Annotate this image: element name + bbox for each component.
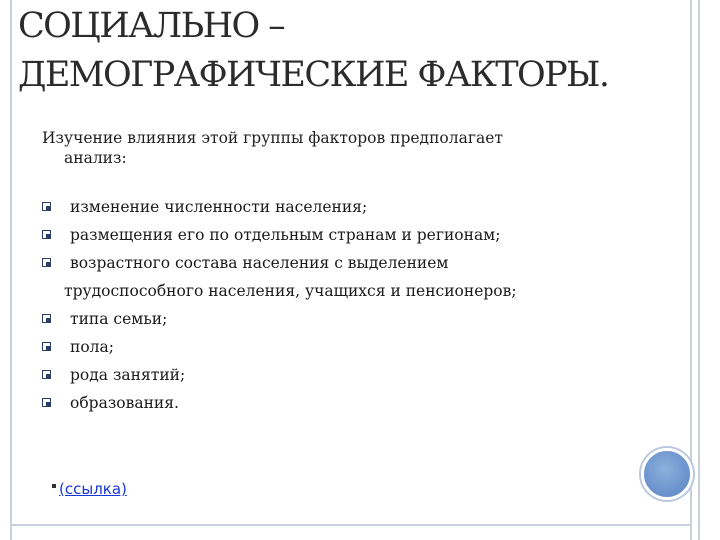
list-item-continuation: [42, 277, 682, 305]
square-bullet-icon: [42, 370, 51, 379]
square-bullet-icon: [42, 342, 51, 351]
factor-list: [42, 193, 682, 417]
list-item-text: возрастного состава населения с выделением: [70, 254, 449, 272]
link-container: [52, 480, 127, 498]
list-item: [42, 221, 682, 249]
small-square-bullet-icon: [52, 484, 56, 488]
intro-line-1: Изучение влияния этой группы факторов предполагает: [42, 129, 503, 147]
list-item: [42, 249, 682, 277]
frame-line-left: [10, 0, 12, 540]
list-item-text: пола;: [70, 338, 114, 356]
square-bullet-icon: [42, 202, 51, 211]
reference-link[interactable]: (ссылка): [59, 480, 127, 498]
square-bullet-icon: [42, 230, 51, 239]
slide-title: [18, 2, 678, 100]
list-item-text: типа семьи;: [70, 310, 168, 328]
intro-text: [42, 128, 662, 168]
decorative-circle-icon: [641, 448, 693, 500]
slide-title-line-1: СОЦИАЛЬНО –: [18, 6, 285, 46]
slide-title-line-2: ДЕМОГРАФИЧЕСКИЕ ФАКТОРЫ.: [18, 55, 609, 95]
frame-line-right-outer: [698, 0, 700, 540]
list-item: [42, 333, 682, 361]
intro-line-2: анализ:: [64, 149, 127, 167]
list-item: [42, 193, 682, 221]
frame-line-right-inner: [690, 0, 692, 540]
square-bullet-icon: [42, 258, 51, 267]
list-item: [42, 361, 682, 389]
list-item-text: рода занятий;: [70, 366, 186, 384]
square-bullet-icon: [42, 398, 51, 407]
list-item: [42, 389, 682, 417]
frame-line-bottom: [10, 524, 692, 526]
list-item-text: размещения его по отдельным странам и регионам;: [70, 226, 501, 244]
list-item-text: образования.: [70, 394, 179, 412]
list-item: [42, 305, 682, 333]
list-item-text: трудоспособного населения, учащихся и пенсионеров;: [64, 282, 517, 300]
list-item-text: изменение численности населения;: [70, 198, 368, 216]
square-bullet-icon: [42, 314, 51, 323]
